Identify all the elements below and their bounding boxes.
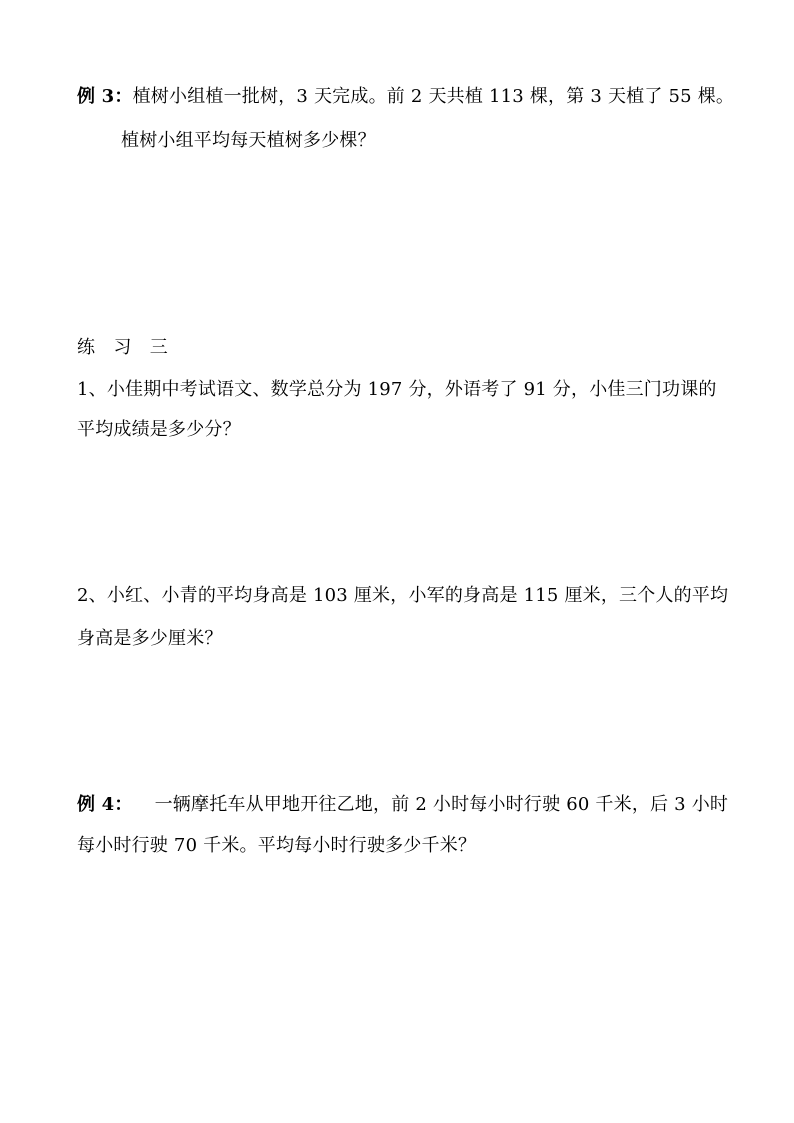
practice-question-2-line-2: 身高是多少厘米？ [77, 628, 223, 649]
practice-question-1-line-1: 1、小佳期中考试语文、数学总分为 197 分，外语考了 91 分，小佳三门功课的 [77, 379, 717, 400]
practice-3-title: 练 习 三 [77, 337, 168, 358]
practice-question-2-line-1: 2、小红、小青的平均身高是 103 厘米，小军的身高是 115 厘米，三个人的平均 [77, 585, 729, 606]
example-4-text-1: 一辆摩托车从甲地开往乙地，前 2 小时每小时行驶 60 千米，后 3 小时 [154, 794, 729, 815]
practice-question-1-line-2: 平均成绩是多少分？ [77, 419, 241, 440]
example-3-line-1 [77, 85, 734, 109]
example-4-line-2: 每小时行驶 70 千米。平均每小时行驶多少千米？ [77, 835, 477, 856]
example-3-line-2: 植树小组平均每天植树多少棵？ [121, 130, 376, 151]
example-3-text-1: 植树小组植一批树，3 天完成。前 2 天共植 113 棵，第 3 天植了 55 棵。 [132, 86, 735, 107]
example-4-line-1 [77, 793, 728, 817]
example-3-label: 例 3： [77, 86, 133, 107]
example-4-label: 例 4： [77, 794, 133, 815]
